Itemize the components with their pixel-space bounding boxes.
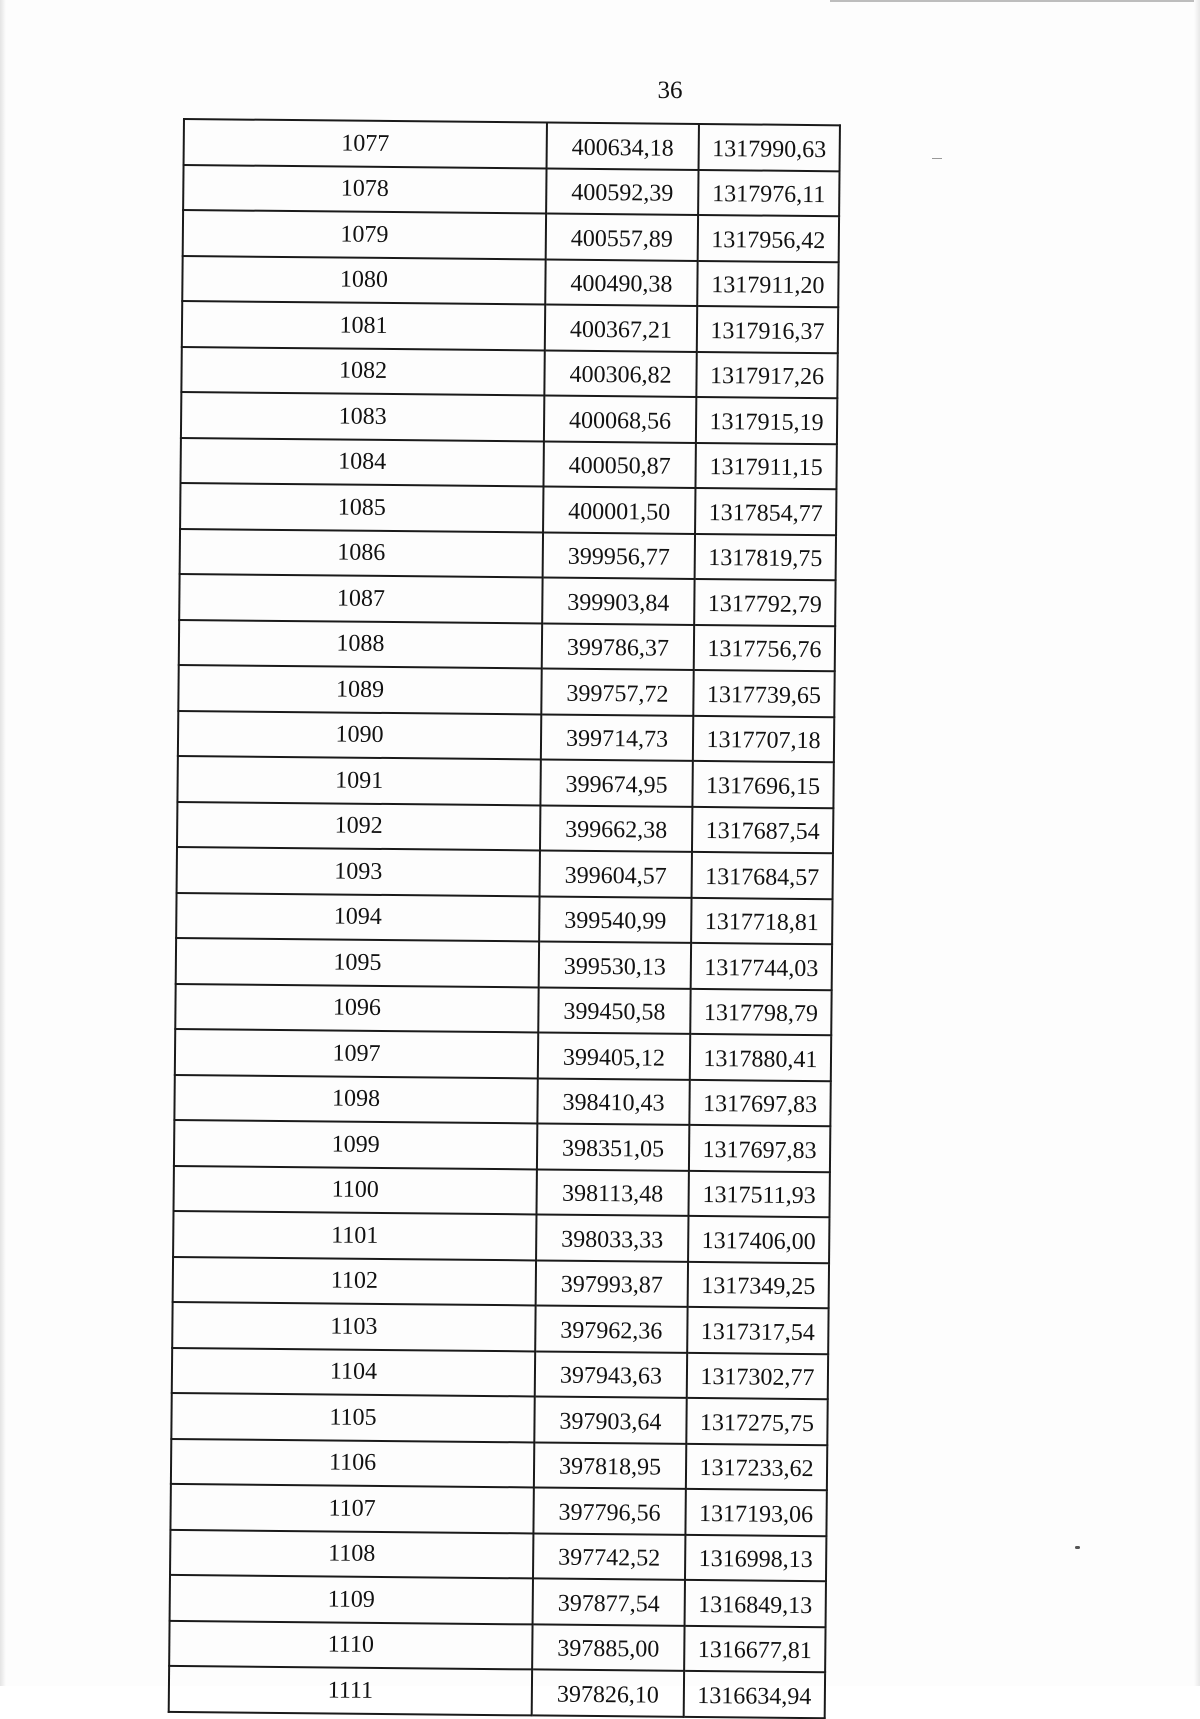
y-coordinate-cell: 1316849,13 — [685, 1580, 826, 1627]
point-number-cell: 1095 — [176, 938, 539, 987]
y-coordinate-cell: 1317917,26 — [696, 351, 837, 398]
x-coordinate-cell: 400634,18 — [547, 122, 699, 169]
x-coordinate-cell: 400367,21 — [545, 304, 697, 351]
y-coordinate-cell: 1317697,83 — [689, 1079, 830, 1126]
table-row — [176, 892, 832, 944]
y-coordinate-cell: 1317956,42 — [698, 215, 839, 262]
table-row — [172, 1302, 828, 1354]
coordinates-table — [168, 118, 841, 1719]
y-coordinate-cell: 1317349,25 — [688, 1261, 829, 1308]
point-number-cell: 1085 — [180, 483, 543, 532]
x-coordinate-cell: 400050,87 — [543, 441, 695, 488]
x-coordinate-cell: 399450,58 — [538, 987, 690, 1034]
point-number-cell: 1094 — [176, 892, 539, 941]
x-coordinate-cell: 398113,48 — [536, 1169, 688, 1216]
x-coordinate-cell: 400557,89 — [546, 213, 698, 260]
y-coordinate-cell: 1317707,18 — [693, 715, 834, 762]
y-coordinate-cell: 1317819,75 — [695, 533, 836, 580]
x-coordinate-cell: 397818,95 — [534, 1442, 686, 1489]
point-number-cell: 1077 — [184, 119, 547, 168]
point-number-cell: 1098 — [174, 1074, 537, 1123]
x-coordinate-cell: 400490,38 — [545, 259, 697, 306]
point-number-cell: 1089 — [178, 665, 541, 714]
x-coordinate-cell: 400306,82 — [544, 350, 696, 397]
table-row — [180, 437, 836, 489]
coordinates-table-body — [169, 119, 840, 1718]
x-coordinate-cell: 397993,87 — [536, 1260, 688, 1307]
x-coordinate-cell: 399604,57 — [540, 850, 692, 897]
point-number-cell: 1079 — [183, 210, 546, 259]
point-number-cell: 1081 — [182, 301, 545, 350]
y-coordinate-cell: 1317406,00 — [688, 1216, 829, 1263]
y-coordinate-cell: 1316634,94 — [684, 1671, 825, 1718]
y-coordinate-cell: 1317687,54 — [692, 806, 833, 853]
y-coordinate-cell: 1317696,15 — [692, 761, 833, 808]
table-row — [178, 665, 834, 717]
table-row — [182, 301, 838, 353]
point-number-cell: 1096 — [175, 983, 538, 1032]
table-row — [177, 801, 833, 853]
point-number-cell: 1092 — [177, 801, 540, 850]
x-coordinate-cell: 399956,77 — [543, 532, 695, 579]
left-scan-edge — [0, 0, 6, 1686]
scan-speck — [1075, 1546, 1080, 1549]
table-row — [174, 1074, 830, 1126]
point-number-cell: 1086 — [180, 528, 543, 577]
x-coordinate-cell: 400068,56 — [544, 395, 696, 442]
table-row — [169, 1620, 825, 1672]
x-coordinate-cell: 399530,13 — [539, 941, 691, 988]
table-row — [170, 1529, 826, 1581]
point-number-cell: 1078 — [183, 165, 546, 214]
point-number-cell: 1091 — [177, 756, 540, 805]
x-coordinate-cell: 397877,54 — [533, 1578, 685, 1625]
point-number-cell: 1099 — [174, 1120, 537, 1169]
x-coordinate-cell: 399757,72 — [541, 668, 693, 715]
x-coordinate-cell: 398351,05 — [537, 1123, 689, 1170]
y-coordinate-cell: 1317854,77 — [695, 488, 836, 535]
y-coordinate-cell: 1317739,65 — [693, 670, 834, 717]
y-coordinate-cell: 1317911,20 — [697, 260, 838, 307]
y-coordinate-cell: 1317302,77 — [687, 1352, 828, 1399]
y-coordinate-cell: 1317684,57 — [692, 852, 833, 899]
table-row — [172, 1347, 828, 1399]
point-number-cell: 1087 — [179, 574, 542, 623]
table-row — [177, 847, 833, 899]
table-row — [174, 1120, 830, 1172]
x-coordinate-cell: 400001,50 — [543, 486, 695, 533]
x-coordinate-cell: 399662,38 — [540, 805, 692, 852]
table-row — [176, 938, 832, 990]
x-coordinate-cell: 399540,99 — [539, 896, 691, 943]
x-coordinate-cell: 397796,56 — [533, 1487, 685, 1534]
point-number-cell: 1093 — [177, 847, 540, 896]
x-coordinate-cell: 397903,64 — [534, 1396, 686, 1443]
table-row — [171, 1393, 827, 1445]
x-coordinate-cell: 399786,37 — [542, 623, 694, 670]
x-coordinate-cell: 399405,12 — [538, 1032, 690, 1079]
x-coordinate-cell: 399714,73 — [541, 714, 693, 761]
table-row — [183, 165, 839, 217]
x-coordinate-cell: 397742,52 — [533, 1533, 685, 1580]
y-coordinate-cell: 1317990,63 — [699, 124, 840, 171]
x-coordinate-cell: 397962,36 — [535, 1305, 687, 1352]
point-number-cell: 1083 — [181, 392, 544, 441]
y-coordinate-cell: 1317976,11 — [698, 169, 839, 216]
point-number-cell: 1090 — [178, 710, 541, 759]
y-coordinate-cell: 1317880,41 — [690, 1034, 831, 1081]
x-coordinate-cell: 400592,39 — [546, 168, 698, 215]
scan-mark — [932, 158, 942, 159]
table-row — [178, 710, 834, 762]
point-number-cell: 1100 — [174, 1165, 537, 1214]
y-coordinate-cell: 1317697,83 — [689, 1125, 830, 1172]
table-row — [180, 528, 836, 580]
x-coordinate-cell: 397885,00 — [532, 1624, 684, 1671]
point-number-cell: 1102 — [173, 1256, 536, 1305]
point-number-cell: 1111 — [169, 1666, 532, 1715]
point-number-cell: 1097 — [175, 1029, 538, 1078]
x-coordinate-cell: 397943,63 — [535, 1351, 687, 1398]
point-number-cell: 1082 — [181, 346, 544, 395]
y-coordinate-cell: 1317756,76 — [694, 624, 835, 671]
point-number-cell: 1084 — [180, 437, 543, 486]
point-number-cell: 1088 — [179, 619, 542, 668]
y-coordinate-cell: 1317911,15 — [695, 442, 836, 489]
table-row — [173, 1256, 829, 1308]
table-row — [183, 210, 839, 262]
y-coordinate-cell: 1317916,37 — [697, 306, 838, 353]
table-row — [174, 1165, 830, 1217]
table-row — [181, 392, 837, 444]
y-coordinate-cell: 1317193,06 — [685, 1489, 826, 1536]
point-number-cell: 1104 — [172, 1347, 535, 1396]
point-number-cell: 1103 — [172, 1302, 535, 1351]
x-coordinate-cell: 398033,33 — [536, 1214, 688, 1261]
y-coordinate-cell: 1317317,54 — [687, 1307, 828, 1354]
table-row — [179, 574, 835, 626]
table-row — [180, 483, 836, 535]
point-number-cell: 1109 — [170, 1575, 533, 1624]
table-row — [173, 1211, 829, 1263]
right-scan-edge — [1194, 0, 1200, 1686]
x-coordinate-cell: 399674,95 — [540, 759, 692, 806]
table-row — [184, 119, 840, 171]
point-number-cell: 1106 — [171, 1438, 534, 1487]
y-coordinate-cell: 1317511,93 — [688, 1170, 829, 1217]
y-coordinate-cell: 1317233,62 — [686, 1443, 827, 1490]
y-coordinate-cell: 1316998,13 — [685, 1534, 826, 1581]
table-row — [175, 983, 831, 1035]
point-number-cell: 1105 — [171, 1393, 534, 1442]
y-coordinate-cell: 1317915,19 — [696, 397, 837, 444]
table-row — [182, 256, 838, 308]
table-row — [175, 1029, 831, 1081]
table-row — [170, 1575, 826, 1627]
point-number-cell: 1080 — [182, 256, 545, 305]
x-coordinate-cell: 397826,10 — [532, 1669, 684, 1716]
y-coordinate-cell: 1317792,79 — [694, 579, 835, 626]
table-row — [181, 346, 837, 398]
x-coordinate-cell: 398410,43 — [537, 1078, 689, 1125]
point-number-cell: 1110 — [169, 1620, 532, 1669]
page-number: 36 — [657, 77, 683, 104]
y-coordinate-cell: 1317275,75 — [686, 1398, 827, 1445]
y-coordinate-cell: 1317718,81 — [691, 897, 832, 944]
table-row — [179, 619, 835, 671]
point-number-cell: 1107 — [170, 1484, 533, 1533]
table-row — [169, 1666, 825, 1718]
table-row — [170, 1484, 826, 1536]
point-number-cell: 1108 — [170, 1529, 533, 1578]
x-coordinate-cell: 399903,84 — [542, 577, 694, 624]
top-scan-rule — [830, 0, 1200, 2]
table-row — [177, 756, 833, 808]
point-number-cell: 1101 — [173, 1211, 536, 1260]
y-coordinate-cell: 1317744,03 — [691, 943, 832, 990]
y-coordinate-cell: 1317798,79 — [690, 988, 831, 1035]
table-row — [171, 1438, 827, 1490]
y-coordinate-cell: 1316677,81 — [684, 1625, 825, 1672]
